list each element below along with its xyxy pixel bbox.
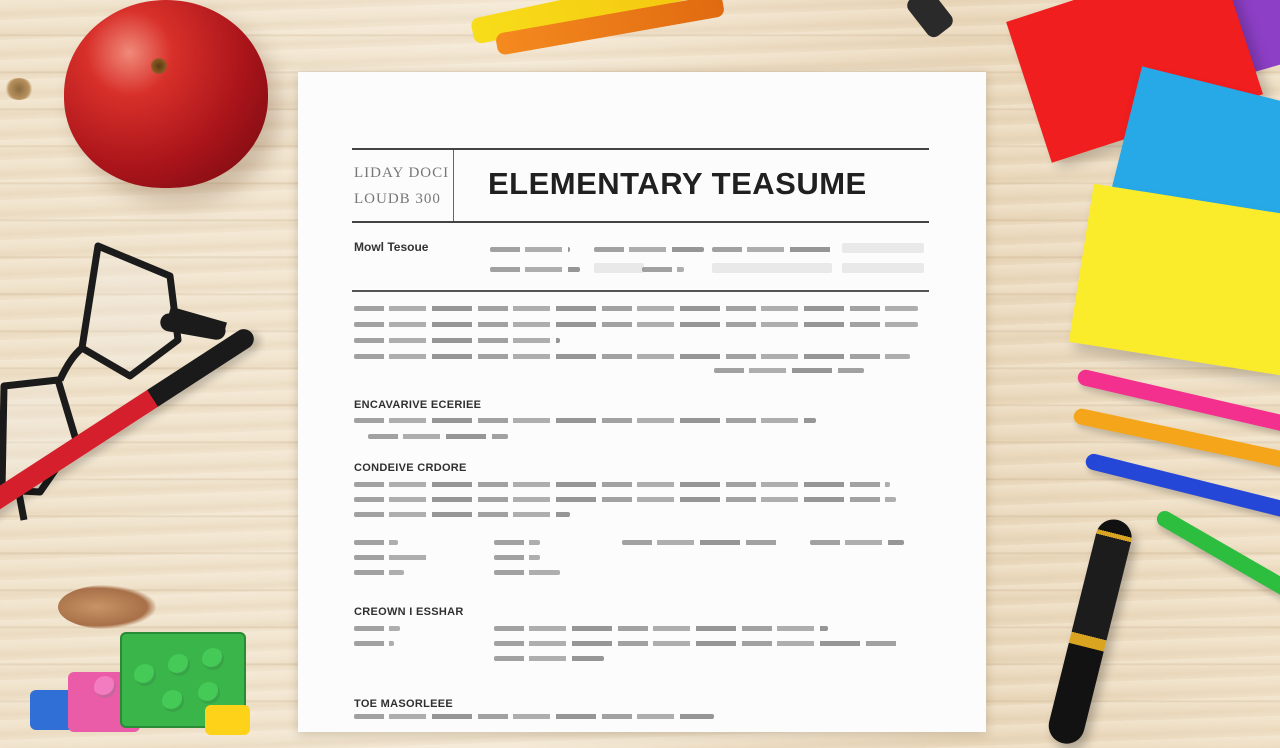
- wood-knot: [4, 78, 34, 100]
- resume-title: ELEMENTARY TEASUME: [488, 166, 867, 201]
- black-pen-cap: [904, 0, 956, 40]
- logo-line-1: LIDAY DOCI: [354, 165, 450, 181]
- section-body-certifications: [354, 626, 914, 666]
- yellow-sticky-note: [1069, 184, 1280, 376]
- resume-logo: [354, 160, 450, 212]
- section-heading-education: CONDEIVE CRDORE: [354, 462, 467, 474]
- header-top-rule: [352, 148, 929, 150]
- fountain-pen: [1045, 516, 1136, 748]
- pencil-shaving: [58, 585, 156, 629]
- header-divider: [453, 150, 454, 221]
- section-heading-skills: TOE MASORLEEE: [354, 698, 454, 710]
- name-label: Mowl Tesoue: [354, 240, 429, 254]
- header-bottom-rule: [352, 221, 929, 223]
- lego-brick-yellow: [205, 705, 250, 735]
- contact-info: [490, 243, 930, 283]
- section-heading-certifications: CREOWN I ESSHAR: [354, 606, 464, 618]
- section-rule: [352, 290, 929, 292]
- section-body-skills: [354, 714, 914, 720]
- section-heading-experience: ENCAVARIVE ECERIEE: [354, 399, 482, 411]
- apple-stem: [150, 58, 168, 74]
- summary-paragraph: [354, 306, 924, 376]
- section-body-education: [354, 482, 914, 582]
- green-marker: [1154, 508, 1280, 602]
- section-body-experience: [354, 418, 824, 442]
- red-apple: [64, 0, 268, 188]
- logo-line-2: LOUDB 300: [354, 191, 441, 207]
- blue-marker: [1084, 452, 1280, 526]
